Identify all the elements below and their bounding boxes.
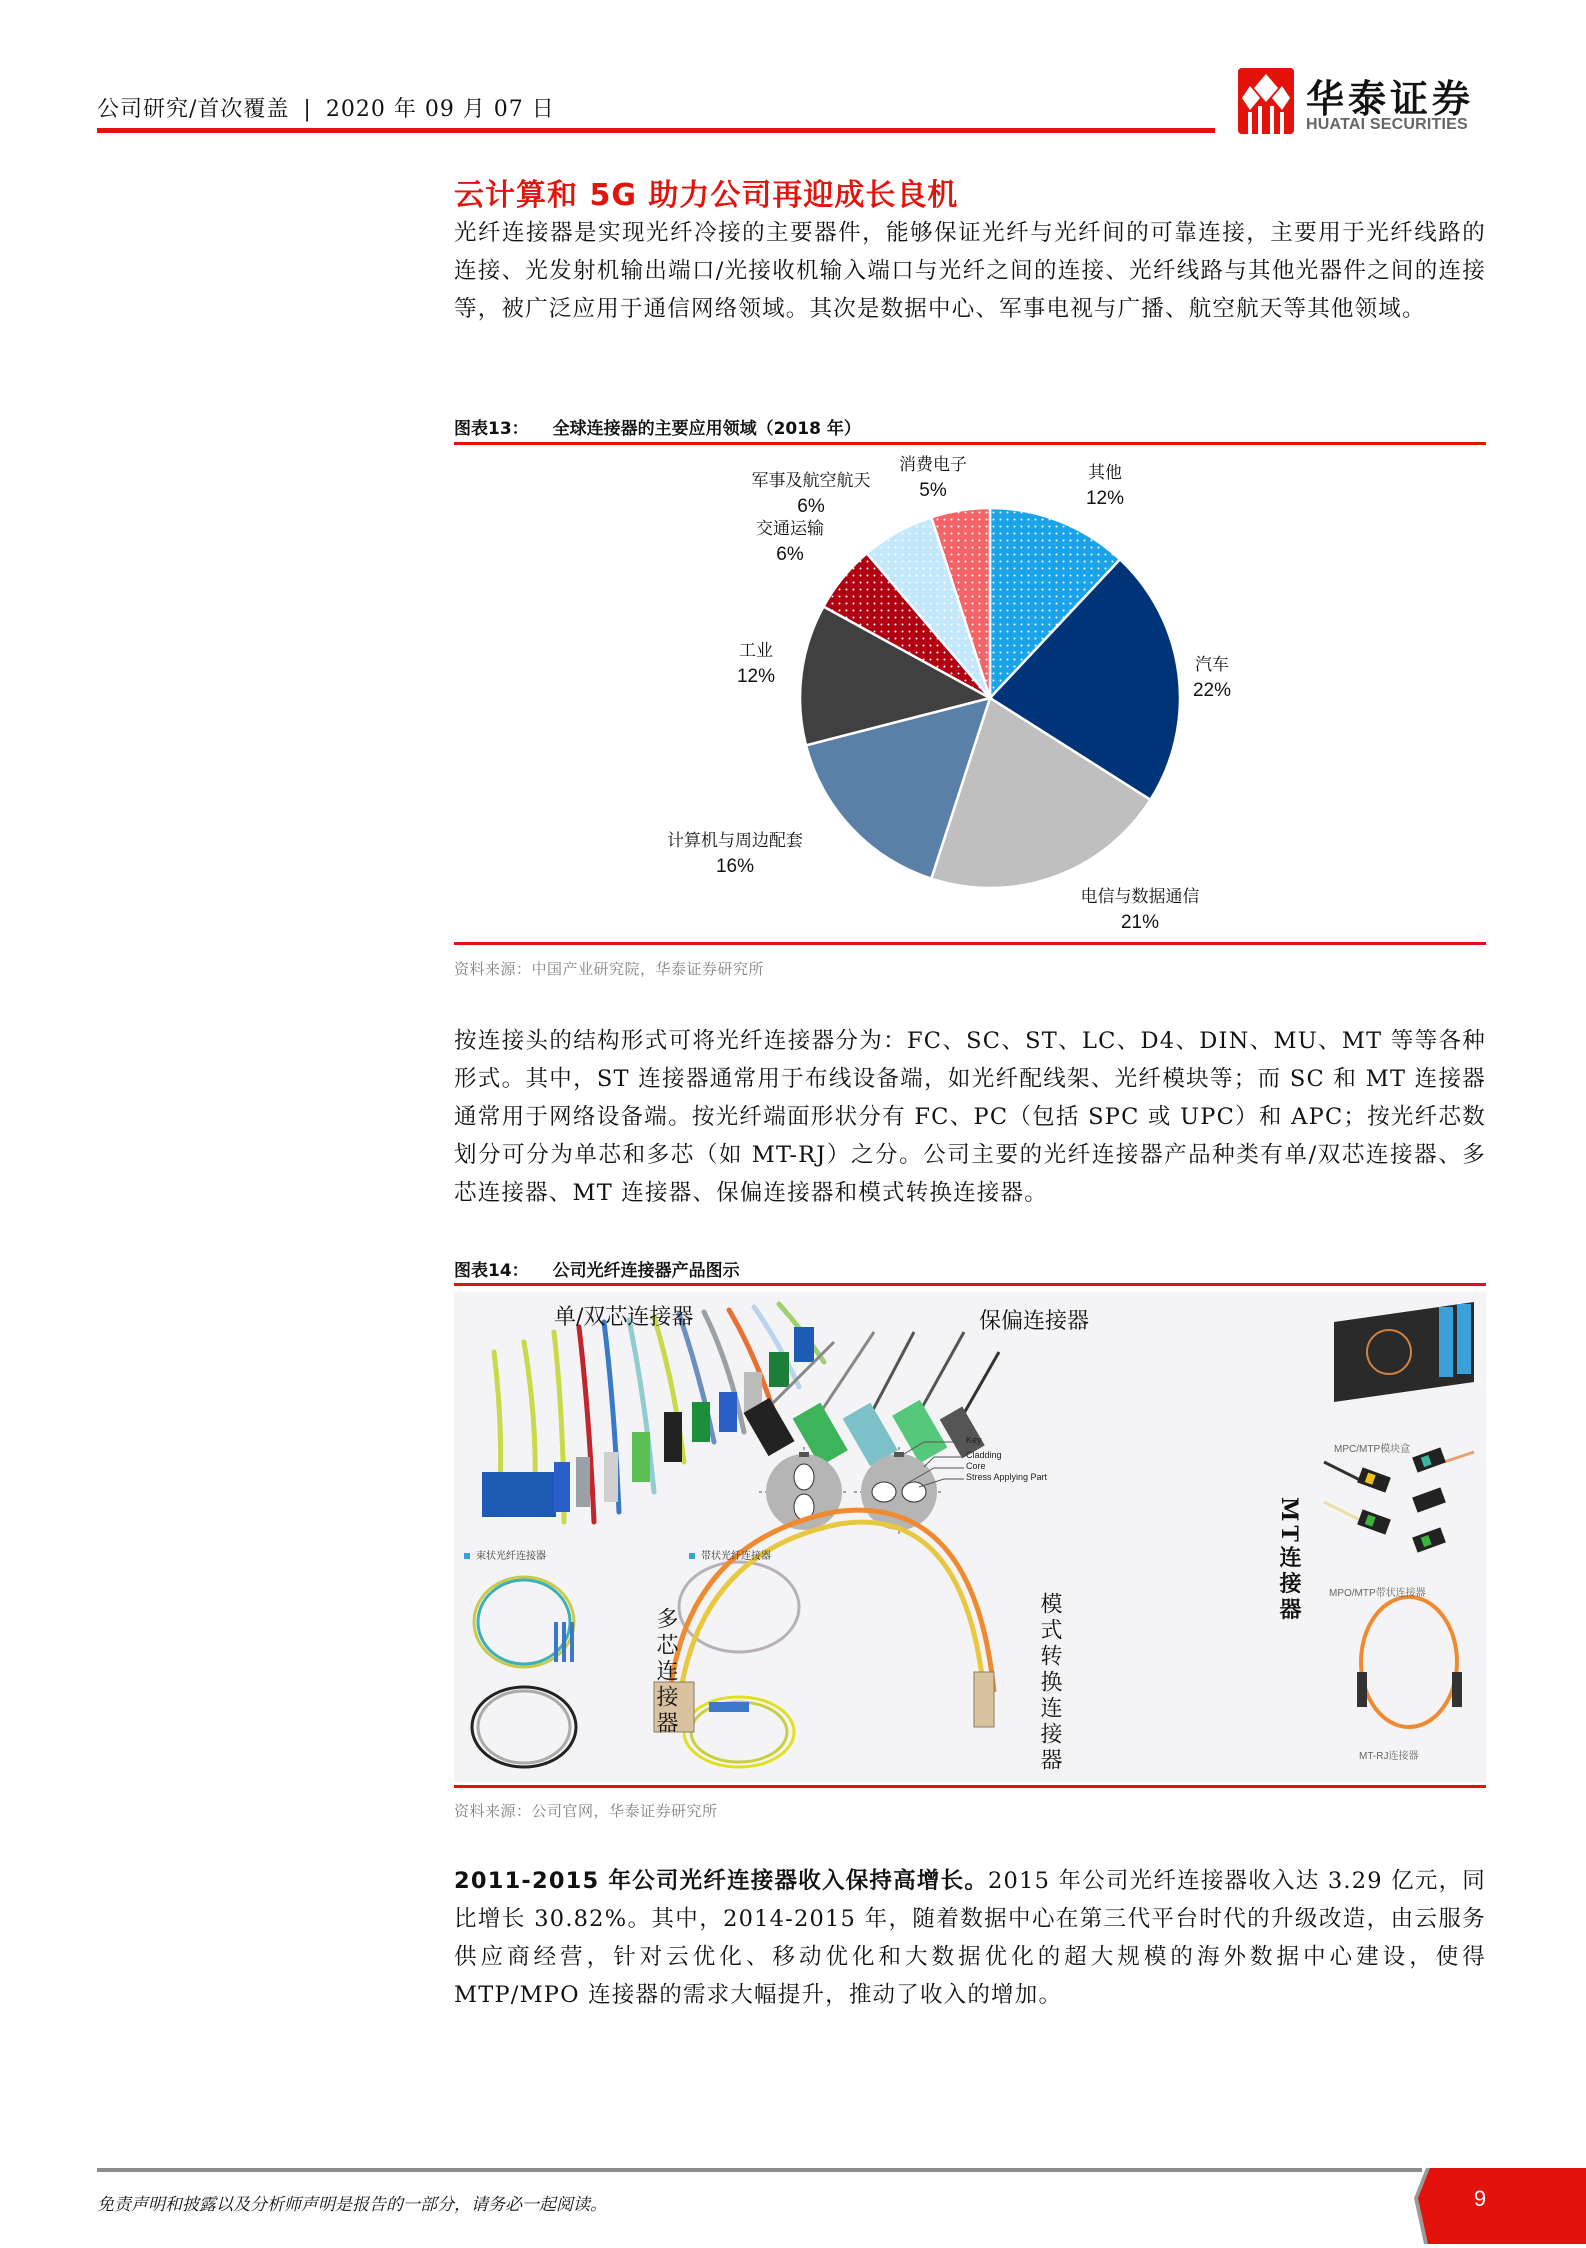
- paragraph-intro-text: 光纤连接器是实现光纤冷接的主要器件，能够保证光纤与光纤间的可靠连接，主要用于光纤线路的连接、光发射机输出端口/光接收机输入端口与光纤之间的连接、光纤线路与其他光器件之间的连接等，被广泛应用于通信网络领域。其次是数据中心、军事电视与广播、航空航天等其他领域。: [454, 220, 1486, 322]
- figure13-caption: [454, 414, 861, 439]
- product-illustration: [454, 1292, 1486, 1782]
- pie-label-other-name: 其他: [1088, 463, 1122, 483]
- label-core: Core: [966, 1461, 986, 1471]
- pie-label-auto-name: 汽车: [1195, 655, 1229, 675]
- label-ribbon-fiber: [689, 1547, 771, 1562]
- figure14-bottom-rule: [454, 1785, 1486, 1788]
- bullet-square-icon: [464, 1553, 470, 1559]
- header-rule: [97, 128, 1215, 133]
- breadcrumb: 公司研究/首次覆盖: [97, 97, 290, 122]
- figure14-title: 公司光纤连接器产品图示: [552, 1261, 740, 1281]
- label-ribbon-fiber-text: 带状光纤连接器: [701, 1551, 771, 1562]
- pie-label-industry-pct: 12%: [736, 666, 776, 687]
- pie-label-telecom-pct: 21%: [1120, 912, 1160, 933]
- footer-rule: [97, 2168, 1422, 2172]
- pie-chart: [640, 446, 1260, 940]
- pie-label-computer-pct: 16%: [715, 856, 755, 877]
- label-pm-connector: 保偏连接器: [979, 1309, 1090, 1334]
- figure13-top-rule: [454, 442, 1486, 445]
- page-number: 9: [1473, 2186, 1487, 2211]
- label-multi-core-connector: 多芯连接器: [653, 1607, 678, 1737]
- figure14-caption: [454, 1256, 740, 1281]
- huatai-logo: [1238, 68, 1498, 138]
- pie-label-military: [736, 468, 886, 520]
- label-mpo-box: MPC/MTP模块盒: [1334, 1444, 1411, 1455]
- section-title: 云计算和 5G 助力公司再迎成长良机: [454, 178, 959, 213]
- pie-label-other-pct: 12%: [1085, 488, 1125, 509]
- pie-label-transport-pct: 6%: [776, 544, 804, 565]
- figure14-top-rule: [454, 1283, 1486, 1286]
- figure13-number: 图表13：: [454, 419, 529, 439]
- logo-mark-icon: [1238, 68, 1294, 134]
- pie-label-military-pct: 6%: [797, 496, 825, 517]
- figure14-number: 图表14：: [454, 1261, 529, 1281]
- pie-label-other: [1065, 460, 1145, 512]
- header-separator: |: [303, 97, 312, 122]
- pie-label-computer-name: 计算机与周边配套: [667, 831, 803, 851]
- figure13-title: 全球连接器的主要应用领域（2018 年）: [552, 419, 861, 439]
- paragraph-revenue-body: 2015 年公司光纤连接器收入达 3.29 亿元，同比增长 30.82%。其中，2014-2015 年，随着数据中心在第三代平台时代的升级改造，由云服务供应商经营，针对云优化、移动优化和大数据优化的超大规模的海外数据中心建设，使得 MTP/MPO 连接器的需求大幅提升，推动了收入的增加。: [454, 1868, 1486, 2008]
- figure14-source: 资料来源：公司官网，华泰证券研究所: [454, 1802, 718, 1820]
- pie-label-consumer: [888, 452, 978, 504]
- pie-label-telecom-name: 电信与数据通信: [1080, 887, 1200, 907]
- label-mpo-connector: MPO/MTP带状连接器: [1329, 1588, 1426, 1599]
- pie-label-consumer-pct: 5%: [919, 480, 947, 501]
- figure13-bottom-rule: [454, 942, 1486, 945]
- report-header: [97, 92, 555, 123]
- pie-label-telecom: [1040, 884, 1240, 936]
- label-cladding: Cladding: [966, 1450, 1002, 1460]
- report-date: 2020 年 09 月 07 日: [325, 97, 555, 122]
- paragraph-connector-types: [454, 1022, 1486, 1212]
- paragraph-intro: [454, 214, 1486, 328]
- label-mode-conversion-connector: 模式转换连接器: [1037, 1592, 1062, 1774]
- pie-label-industry: [726, 638, 786, 690]
- label-key: Key: [966, 1435, 982, 1445]
- label-stress-part: Stress Applying Part: [966, 1472, 1048, 1482]
- label-mt-connector: MT连接器: [1276, 1497, 1302, 1624]
- paragraph-revenue-lead: 2011-2015 年公司光纤连接器收入保持高增长。: [454, 1868, 989, 1894]
- label-mtrj-connector: MT-RJ连接器: [1359, 1751, 1419, 1762]
- paragraph-connector-types-text: 按连接头的结构形式可将光纤连接器分为：FC、SC、ST、LC、D4、DIN、MU、MT 等等各种形式。其中，ST 连接器通常用于布线设备端，如光纤配线架、光纤模块等；而 SC 和 MT 连接器通常用于网络设备端。按光纤端面形状分有 FC、PC（包括 SPC 或 UPC）和 APC；按光纤芯数划分可分为单芯和多芯（如 MT-RJ）之分。公司主要的光纤连接器产品种类有单/双芯连接器、多芯连接器、MT 连接器、保偏连接器和模式转换连接器。: [454, 1028, 1486, 1206]
- product-image: [454, 1292, 1486, 1782]
- pie-label-transport-name: 交通运输: [756, 519, 824, 539]
- pie-label-transport: [740, 516, 840, 568]
- pie-label-military-name: 军事及航空航天: [751, 471, 871, 491]
- pie-label-computer: [655, 828, 815, 880]
- logo-name-cn: 华泰证券: [1306, 77, 1475, 121]
- pie-label-industry-name: 工业: [739, 641, 773, 661]
- label-bundle-fiber: [464, 1547, 546, 1562]
- pie-label-auto-pct: 22%: [1192, 680, 1232, 701]
- paragraph-revenue: [454, 1862, 1486, 2014]
- logo-name-en: HUATAI SECURITIES: [1306, 116, 1468, 133]
- figure13-source: 资料来源：中国产业研究院，华泰证券研究所: [454, 960, 765, 978]
- label-single-dual-connector: 单/双芯连接器: [554, 1305, 694, 1330]
- bullet-square-icon: [689, 1553, 695, 1559]
- pie-label-consumer-name: 消费电子: [899, 455, 967, 475]
- pie-label-auto: [1172, 652, 1252, 704]
- label-bundle-fiber-text: 束状光纤连接器: [476, 1551, 546, 1562]
- footer-disclaimer: 免责声明和披露以及分析师声明是报告的一部分，请务必一起阅读。: [97, 2195, 607, 2215]
